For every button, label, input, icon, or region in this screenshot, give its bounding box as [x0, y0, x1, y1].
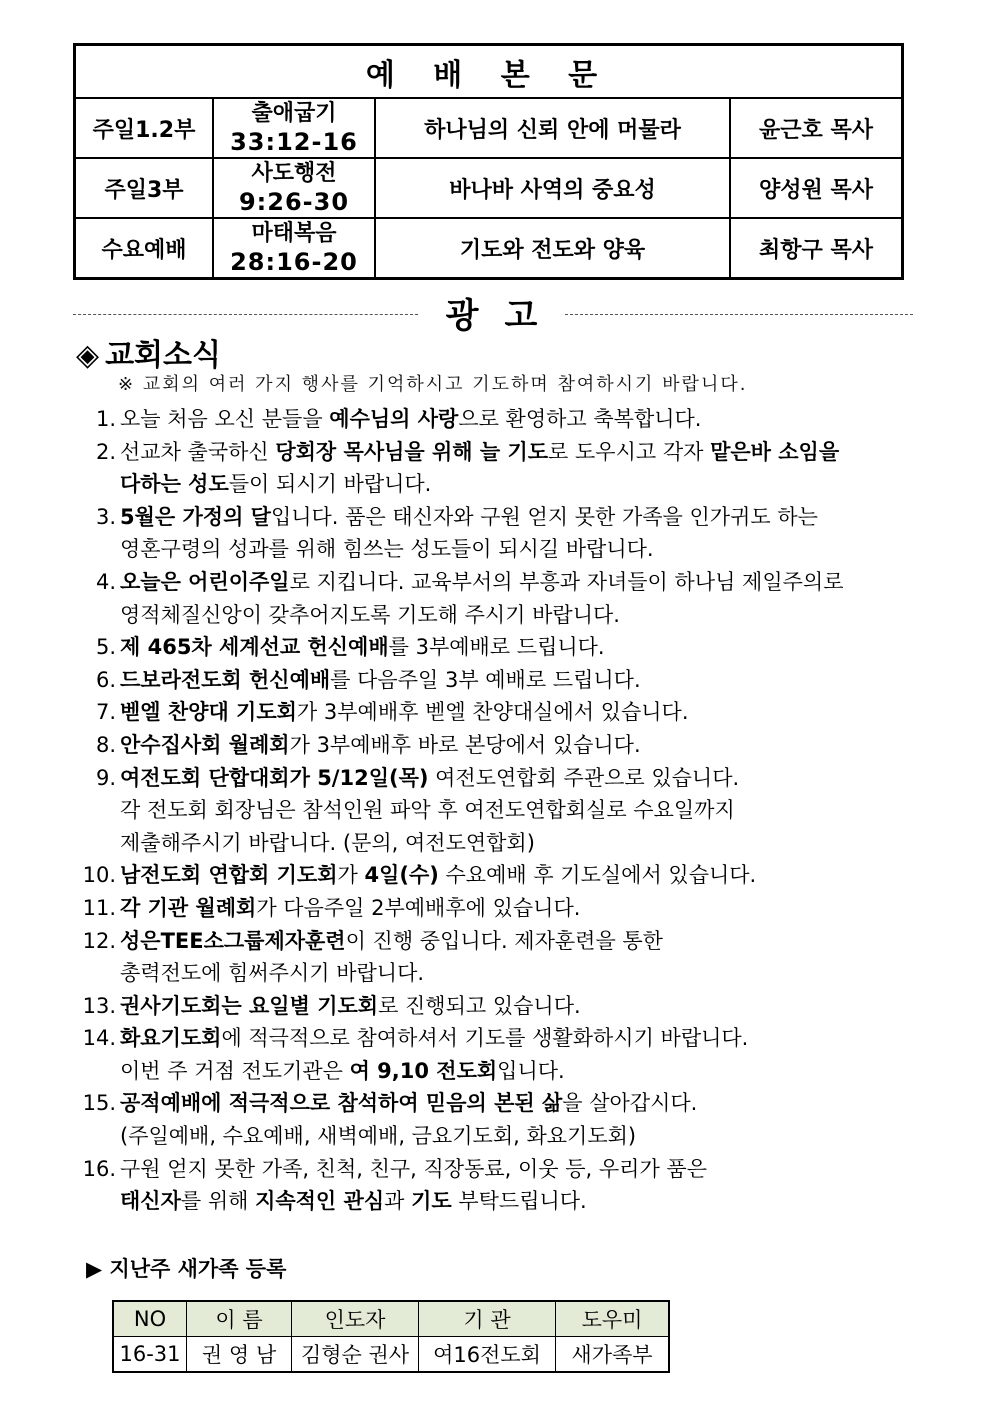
item-line	[120, 859, 916, 892]
sermon-row	[75, 218, 903, 279]
item-number: 3.	[95, 504, 116, 529]
item-line	[120, 533, 916, 566]
emphasis-text: 다하는 성도	[120, 472, 229, 497]
item-line	[120, 631, 916, 664]
emphasis-text: 여 9,10 전도회	[349, 1058, 498, 1083]
emphasis-text: 각 기관 월례회	[120, 895, 257, 920]
scripture	[213, 158, 375, 218]
item-text: 들이 되시기 바랍니다.	[228, 472, 432, 497]
item-number: 16.	[82, 1156, 116, 1181]
section-title-text: 교회소식	[105, 338, 221, 373]
announcement-item	[76, 1087, 916, 1152]
announcement-item	[76, 990, 916, 1023]
item-line	[120, 1153, 916, 1186]
item-line	[120, 599, 916, 632]
sermon-topic: 기도와 전도와 양육	[375, 218, 730, 279]
emphasis-text: 제 465차 세계선교 헌신예배	[120, 635, 389, 660]
table-row	[113, 1337, 669, 1373]
announcement-item	[76, 696, 916, 729]
announcement-item	[76, 403, 916, 436]
item-text: 수요예배 후 기도실에서 있습니다.	[438, 863, 757, 888]
item-text: 가 3부예배후 벧엘 찬양대실에서 있습니다.	[296, 700, 689, 725]
item-line	[120, 794, 916, 827]
item-text: 가 다음주일 2부예배후에 있습니다.	[256, 895, 581, 920]
emphasis-text: 화요기도회	[120, 1026, 222, 1051]
announcement-item	[76, 1153, 916, 1218]
sermon-table-title: 예 배 본 문	[75, 45, 903, 99]
service-name: 주일3부	[75, 158, 214, 218]
emphasis-text: 태신자	[120, 1189, 181, 1214]
item-text: 부탁드립니다.	[451, 1189, 587, 1214]
item-line	[120, 403, 916, 436]
emphasis-text: 공적예배에 적극적으로 참석하여 믿음의 본된 삶	[120, 1091, 563, 1116]
item-line	[120, 925, 916, 958]
table-cell: 새가족부	[556, 1337, 670, 1373]
item-text: 를 3부예배로 드립니다.	[388, 635, 605, 660]
item-number: 6.	[95, 667, 116, 692]
item-text: 총력전도에 힘써주시기 바랍니다.	[120, 961, 425, 986]
scripture-ref: 33:12-16	[230, 128, 358, 156]
announcement-item	[76, 566, 916, 631]
sermon-table	[73, 43, 904, 280]
item-line	[120, 892, 916, 925]
item-text: 로 도우시고 각자	[548, 439, 711, 464]
item-text: 입니다. 품은 태신자와 구원 얻지 못한 가족을 인가귀도 하는	[270, 504, 818, 529]
column-header: 이 름	[187, 1301, 292, 1337]
item-line	[120, 990, 916, 1023]
item-number: 7.	[95, 700, 116, 725]
item-line	[120, 696, 916, 729]
announcement-item	[76, 1022, 916, 1087]
item-text: 제출해주시기 바랍니다. (문의, 여전도연합회)	[120, 830, 535, 855]
announcement-item	[76, 859, 916, 892]
item-text: 을 살아갑시다.	[562, 1091, 698, 1116]
scripture-book: 사도행전	[251, 161, 337, 186]
item-line	[120, 729, 916, 762]
announcement-item	[76, 501, 916, 566]
column-header: 인도자	[292, 1301, 419, 1337]
item-text: 여전도연합회 주관으로 있습니다.	[428, 765, 740, 790]
table-cell: 여16전도회	[419, 1337, 556, 1373]
table-cell: 16-31	[113, 1337, 187, 1373]
item-number: 8.	[95, 732, 116, 757]
scripture-ref: 28:16-20	[230, 248, 358, 276]
emphasis-text: 예수님의 사랑	[329, 407, 459, 431]
item-line	[120, 762, 916, 795]
table-cell: 김형순 권사	[292, 1337, 419, 1373]
item-text: 를 위해	[180, 1189, 256, 1214]
table-cell: 권 영 남	[187, 1337, 292, 1373]
item-text: 선교차 출국하신	[120, 439, 276, 464]
item-line	[120, 1185, 916, 1218]
emphasis-text: 드보라전도회 헌신예배	[120, 667, 331, 692]
column-header: 도우미	[556, 1301, 670, 1337]
announcement-title: 광고	[445, 296, 564, 336]
item-text: (주일예배, 수요예배, 새벽예배, 금요기도회, 화요기도회)	[120, 1124, 637, 1149]
item-number: 15.	[82, 1091, 116, 1116]
emphasis-text: 성은TEE소그룹제자훈련	[120, 928, 346, 953]
section-note: ※ 교회의 여러 가지 행사를 기억하시고 기도하며 참여하시기 바랍니다.	[118, 374, 748, 395]
announcement-list	[76, 403, 916, 1218]
scripture	[213, 218, 375, 279]
item-line	[120, 501, 916, 534]
registration-table	[112, 1300, 670, 1373]
item-line	[120, 1087, 916, 1120]
emphasis-text: 4일(수)	[364, 863, 439, 888]
emphasis-text: 5월은 가정의 달	[120, 504, 271, 529]
scripture	[213, 98, 375, 158]
item-text: 과	[384, 1189, 412, 1214]
item-text: 영혼구령의 성과를 위해 힘쓰는 성도들이 되시길 바랍니다.	[120, 537, 654, 562]
item-line	[120, 1055, 916, 1088]
emphasis-text: 권사기도회는 요일별 기도회	[120, 993, 379, 1018]
item-text: 에 적극적으로 참여하셔서 기도를 생활화하시기 바랍니다.	[221, 1026, 749, 1051]
sermon-topic: 하나님의 신뢰 안에 머물라	[375, 98, 730, 158]
item-text: 오늘 처음 오신 분들을	[120, 407, 330, 431]
service-name: 주일1.2부	[75, 98, 214, 158]
registration-title: ▶ 지난주 새가족 등록	[86, 1257, 287, 1281]
section-title	[76, 330, 221, 374]
announcement-item	[76, 436, 916, 501]
item-text: 로 진행되고 있습니다.	[378, 993, 581, 1018]
sermon-row	[75, 158, 903, 218]
service-name: 수요예배	[75, 218, 214, 279]
item-line	[120, 957, 916, 990]
column-header: NO	[113, 1301, 187, 1337]
column-header: 기 관	[419, 1301, 556, 1337]
scripture-book: 출애굽기	[251, 101, 337, 126]
item-number: 1.	[95, 407, 116, 431]
item-text: 구원 얻지 못한 가족, 친척, 친구, 직장동료, 이웃 등, 우리가 품은	[120, 1156, 707, 1181]
scripture-book: 마태복음	[251, 221, 337, 246]
emphasis-text: 벧엘 찬양대 기도회	[120, 700, 297, 725]
item-text: 가 3부예배후 바로 본당에서 있습니다.	[289, 732, 641, 757]
preacher: 양성원 목사	[730, 158, 903, 218]
item-number: 4.	[95, 569, 116, 594]
item-number: 9.	[95, 765, 116, 790]
item-number: 11.	[82, 895, 116, 920]
item-line	[120, 1120, 916, 1153]
announcement-heading	[73, 288, 913, 336]
emphasis-text: 맡은바 소임을	[710, 439, 840, 464]
diamond-icon: ◈	[76, 338, 100, 373]
preacher: 윤근호 목사	[730, 98, 903, 158]
item-line	[120, 436, 916, 469]
item-text: 이 진행 중입니다. 제자훈련을 통한	[345, 928, 663, 953]
item-line	[120, 468, 916, 501]
item-number: 10.	[82, 863, 116, 888]
emphasis-text: 안수집사회 월례회	[120, 732, 290, 757]
announcement-item	[76, 729, 916, 762]
item-number: 13.	[82, 993, 116, 1018]
item-text: 영적체질신앙이 갖추어지도록 기도해 주시기 바랍니다.	[120, 602, 620, 627]
emphasis-text: 당회장 목사님을 위해 늘 기도	[275, 439, 549, 464]
item-text: 가	[337, 863, 365, 888]
item-line	[120, 1022, 916, 1055]
item-number: 12.	[82, 928, 116, 953]
announcement-item	[76, 892, 916, 925]
scripture-ref: 9:26-30	[238, 188, 350, 216]
item-line	[120, 566, 916, 599]
sermon-row	[75, 98, 903, 158]
emphasis-text: 여전도회 단합대회가 5/12일(목)	[120, 765, 429, 790]
sermon-topic: 바나바 사역의 중요성	[375, 158, 730, 218]
announcement-item	[76, 664, 916, 697]
emphasis-text: 기도	[411, 1189, 452, 1214]
item-number: 5.	[95, 635, 116, 660]
table-header-row	[113, 1301, 669, 1337]
item-text: 각 전도회 회장님은 참석인원 파악 후 여전도연합회실로 수요일까지	[120, 798, 735, 823]
item-text: 으로 환영하고 축복합니다.	[458, 407, 702, 431]
emphasis-text: 오늘은 어린이주일	[120, 569, 290, 594]
announcement-item	[76, 762, 916, 860]
item-text: 를 다음주일 3부 예배로 드립니다.	[330, 667, 641, 692]
preacher: 최항구 목사	[730, 218, 903, 279]
item-line	[120, 827, 916, 860]
dashed-divider	[73, 314, 418, 315]
emphasis-text: 지속적인 관심	[255, 1189, 385, 1214]
emphasis-text: 남전도회 연합회 기도회	[120, 863, 338, 888]
announcement-item	[76, 925, 916, 990]
item-number: 2.	[95, 439, 116, 464]
item-line	[120, 664, 916, 697]
announcement-item	[76, 631, 916, 664]
item-text: 이번 주 거점 전도기관은	[120, 1058, 350, 1083]
item-number: 14.	[82, 1026, 116, 1051]
dashed-divider	[565, 314, 913, 315]
item-text: 로 지킵니다. 교육부서의 부흥과 자녀들이 하나님 제일주의로	[289, 569, 844, 594]
item-text: 입니다.	[497, 1058, 565, 1083]
